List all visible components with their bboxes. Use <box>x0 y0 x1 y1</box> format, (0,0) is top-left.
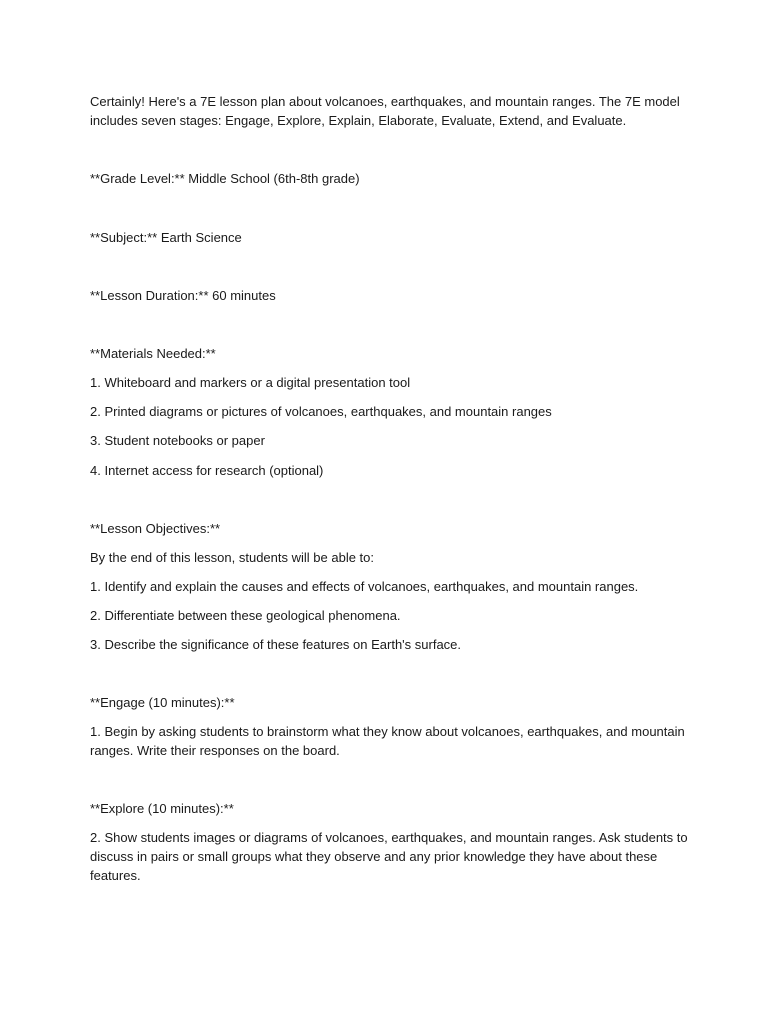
objectives-item: 1. Identify and explain the causes and effects of volcanoes, earthquakes, and mountain ranges. <box>90 579 639 594</box>
engage-paragraph: 1. Begin by asking students to brainstorm what they know about volcanoes, earthquakes, and mountain ranges. Write their responses on the board. <box>90 724 685 758</box>
explore-paragraph: 2. Show students images or diagrams of volcanoes, earthquakes, and mountain ranges. Ask students to discuss in pairs or small groups what they observe and any prior knowledge they have about these features. <box>90 830 688 883</box>
objectives-item: 3. Describe the significance of these features on Earth's surface. <box>90 637 462 652</box>
explore-heading: **Explore (10 minutes):** <box>90 801 234 816</box>
materials-item: 3. Student notebooks or paper <box>90 433 265 448</box>
subject-line: **Subject:** Earth Science <box>90 230 242 245</box>
materials-item: 1. Whiteboard and markers or a digital presentation tool <box>90 375 411 390</box>
intro-paragraph: Certainly! Here's a 7E lesson plan about volcanoes, earthquakes, and mountain ranges. The 7E model includes seven stages: Engage, Explore, Explain, Elaborate, Evaluate, Extend, and Evaluate. <box>90 94 680 128</box>
objectives-item: 2. Differentiate between these geological phenomena. <box>90 608 401 623</box>
grade-level-line: **Grade Level:** Middle School (6th-8th grade) <box>90 171 360 186</box>
materials-item: 4. Internet access for research (optional) <box>90 463 324 478</box>
materials-heading: **Materials Needed:** <box>90 346 216 361</box>
engage-heading: **Engage (10 minutes):** <box>90 695 235 710</box>
materials-item: 2. Printed diagrams or pictures of volcanoes, earthquakes, and mountain ranges <box>90 404 552 419</box>
objectives-intro: By the end of this lesson, students will be able to: <box>90 550 375 565</box>
lesson-duration-line: **Lesson Duration:** 60 minutes <box>90 288 276 303</box>
objectives-heading: **Lesson Objectives:** <box>90 521 221 536</box>
